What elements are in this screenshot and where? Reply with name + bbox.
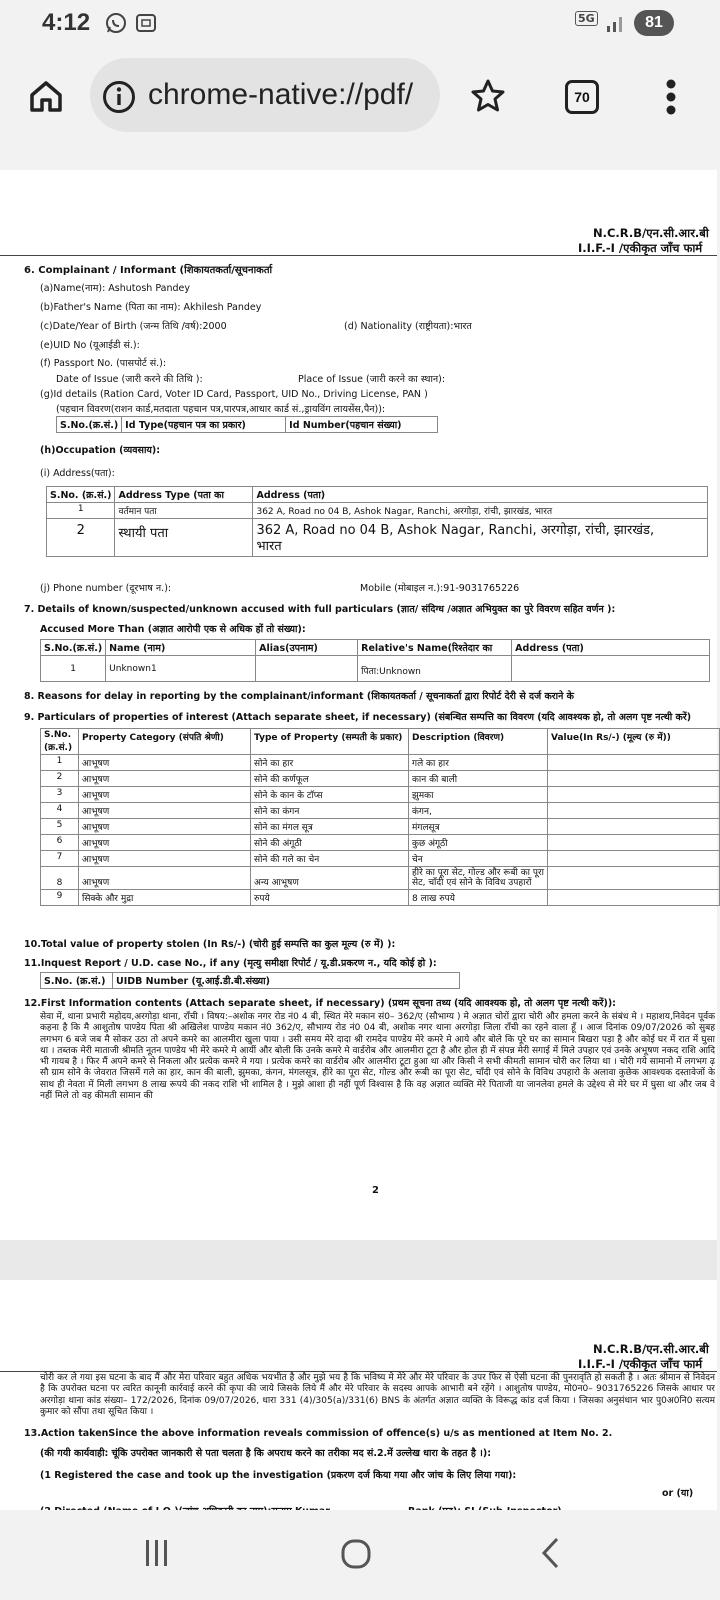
table-header-cell: Value(In Rs/-) (मूल्य (रु में)) [548,729,720,755]
table-row [41,851,720,867]
table-cell: सोने की अंगूठी [251,835,409,851]
table-cell: आभूषण [79,851,251,867]
table-cell: आभूषण [79,771,251,787]
more-vert-icon[interactable] [665,78,677,120]
header-rule [0,255,717,256]
section-13-title: 13.Action takenSince the above information reveals commission of offence(s) u/s as mentioned at Item No. 2. [24,1428,613,1439]
table-cell: 3 [41,787,79,803]
table-header-cell: S.No.(क्र.सं.) [41,640,106,656]
table-row [47,519,708,557]
table-header-cell: Address (पता) [512,640,710,656]
section-10-title: 10.Total value of property stolen (In Rs/-) (चोरी हुई सम्पत्ति का कुल मूल्य (रु में) ): [24,939,396,950]
registered-case: (1 Registered the case and took up the investigation (प्रकरण दर्ज किया गया और जांच के लिए लिया गया): [40,1470,517,1481]
address-line-2: भारत [256,539,282,554]
table-cell: हीरे का पूरा सेट, गोल्ड और रूबी का पूरा सेट, चाँदी एवं सोने के विविध उपहारों [409,867,548,890]
status-bar [0,0,717,50]
table-cell [548,835,720,851]
id-details-hindi: (पहचान विवरण(राशन कार्ड,मतदाता पहचान पत्र,पारपत्र,आधार कार्ड सं.,ड्रायविंग लायसेंस,पैन)): [56,404,386,415]
table-header-cell: UIDB Number (यू.आई.डी.बी.संख्या) [113,973,460,989]
table-cell [253,519,708,557]
table-cell [548,867,720,890]
table-cell: सोने का हार [251,755,409,771]
uidb-table [40,972,460,989]
home-icon[interactable] [28,78,64,118]
table-header-cell: Description (विवरण) [409,729,548,755]
table-cell: 7 [41,851,79,867]
form-header-ncrb: N.C.R.B/एन.सी.आर.बी [593,1342,709,1356]
nav-home-icon[interactable] [340,1538,372,1574]
address-table [46,486,708,557]
table-cell: 4 [41,803,79,819]
url-text[interactable]: chrome-native://pdf/ [148,78,414,111]
table-cell: 5 [41,819,79,835]
table-cell: झुमका [409,787,548,803]
page-number: 2 [372,1185,379,1196]
id-details-label: (g)Id details (Ration Card, Voter ID Card, Passport, UID No., Driving License, PAN ) [40,389,428,400]
table-cell [548,771,720,787]
tab-switcher-button[interactable]: 70 [565,80,599,114]
table-cell: 1 [47,503,115,519]
table-row [41,819,720,835]
back-icon[interactable] [540,1536,560,1574]
table-header-cell: Type of Property (सम्पती के प्रकार) [251,729,409,755]
fir-contents: सेवा में, थाना प्रभारी महोदय,अरगोड़ा थाना, राँची । विषय:–अशोक नगर रोड नं0 4 बी, स्थित मेरे मकान सं0– 362/ए (सौभाग्य ) मे अज्ञात चोरों द्वारा चोरी और हमला करने के संबंध मे । महाशय,निवेदन पूर्वक कहना है कि मै आशुतोष पाण्डेय पिता श्री अखिलेश पाण्डेय मकान नं0 362/ए, सौभाग्य रोड नं0 04 बी, अशोक नगर थाना अरगोड़ा जिला राँची का रहने वाला हूँ । आज दिनांक 09/07/2026 को सुबह लगभग 6 बजे जब मै सोकर उठा तो अपने कमरे का आलमीरा खुला पाया । उसी समय मेरे दादा श्री रामदेव पाण्डेय मेरे कमरे मे आये और बोले कि पूरे घर का सामान बिखरा पड़ा है और कोई घर में रात में घुसा था । तब्तक मेरी माताजी श्रीमति नूतन पाण्डेय भी मेरे कमरे मे आयीं और बोली कि उनके कमरे मे वार्डरोब और आलमीरा टूटा है और होल ही में संपन्न मेरी सगाई में मिले उपहार एवं उनके अभूषण नकद राशि आदि भी गायब है । फिर मैं अपने कमरे से निकला और प्रत्येक कमरे मे गया । प्रत्येक कमरे का वार्डरोब और आलमीरा टूटा हुआ था और किसी ने सभी कीमती सामान चोरी कर लिया था । चोरी गये सामानो में लगभग ढ़ सौ ग्राम सोने के जेवरात जिसमें गले का हार, कान की बाली, झुमका, कंगन, मंगलसूत्र, हीरे का पूरा सेट, गोल्ड और रूबी का पूरा सेट, चाँदी एवं सोने के विविध उपहारो के अलावा कुछेक आवश्यक दस्तावेजों के साथ ही नेवता में मिली लगभग 8 लाख रूपये की नकद राशि भी शामिल है । मुझे आशा ही नहीं पूर्ण विश्वास है कि वह अज्ञात व्यक्ति मेरे पिताजी या जानलेवा हमले के उद्देश्य से मेरे घर में घुसा था और जब वे नहीं मिले तो वह कीमती सामान की [40,1012,715,1102]
table-cell: सोने के कान के टॉप्स [251,787,409,803]
table-row [41,835,720,851]
pdf-page-2[interactable] [0,1280,717,1510]
table-cell: मंगलसूत्र [409,819,548,835]
section-7-title: 7. Details of known/suspected/unknown accused with full particulars (ज्ञात/ संदिग्ध /अज्ञात अभियुक्त का पुरे विवरण सहित वर्णन ): [24,604,616,615]
clock: 4:12 [42,9,91,36]
pdf-page-1[interactable] [0,170,717,1240]
table-cell: सोने की गले का चेन [251,851,409,867]
table-cell: 1 [41,755,79,771]
form-header-iif: I.I.F.-I /एकीकृत जाँच फार्म [578,1357,703,1371]
table-header-cell: S.No. (क्र.सं.) [41,973,113,989]
table-cell: वर्तमान पता [115,503,253,519]
table-cell [548,890,720,906]
table-cell: आभूषण [79,803,251,819]
table-cell: स्थायी पता [115,519,253,557]
address-bar[interactable] [90,58,440,132]
signal-icon [605,12,627,38]
table-cell: पिता:Unknown [358,656,512,682]
table-cell: सोने का मंगल सूत्र [251,819,409,835]
table-cell: अन्य आभूषण [251,867,409,890]
table-header-cell: Property Category (संपति श्रेणी) [79,729,251,755]
table-cell: कान की बाली [409,771,548,787]
battery-indicator: 81 [634,10,674,36]
table-header-cell: S.No. (क्र.सं.) [47,487,115,503]
or-text: or (या) [662,1488,694,1499]
table-cell: आभूषण [79,867,251,890]
table-row [41,803,720,819]
form-header-iif: I.I.F.-I /एकीकृत जाँच फार्म [578,241,703,255]
section-6-title: 6. Complainant / Informant (शिकायतकर्ता/सूचनाकर्ता [24,265,273,276]
table-cell [256,656,358,682]
table-cell: कंगन, [409,803,548,819]
father-name: (b)Father's Name (पिता का नाम): Akhilesh Pandey [40,302,262,313]
complainant-name: (a)Name(नाम): Ashutosh Pandey [40,283,190,294]
whatsapp-icon [104,11,128,35]
mobile-number: Mobile (मोबाइल न.):91-9031765226 [360,583,520,594]
section-12-title: 12.First Information contents (Attach separate sheet, if necessary) (प्रथम सूचना तथ्य (यदि आवश्यक हो, तो अलग पृष्ट नत्थी करें)): [24,998,616,1009]
phone-number: (j) Phone number (दूरभाष न.): [40,583,172,594]
table-cell: 362 A, Road no 04 B, Ashok Nagar, Ranchi, अरगोड़ा, रांची, झारखंड, भारत [253,503,708,519]
table-header-row [47,487,708,503]
form-header-ncrb: N.C.R.B/एन.सी.आर.बी [593,226,709,240]
passport-issue-place: Place of Issue (जारी करने का स्थान): [298,374,446,385]
accused-count: Accused More Than (अज्ञात आरोपी एक से अधिक हों तो संख्या): [40,624,306,635]
table-cell [548,787,720,803]
property-table [40,728,720,906]
table-cell: आभूषण [79,819,251,835]
id-table [56,416,438,433]
occupation: (h)Occupation (व्यवसाय): [40,445,161,456]
table-cell: चेन [409,851,548,867]
table-header-row [41,973,460,989]
section-11-title: 11.Inquest Report / U.D. case No., if any (मृत्यु समीक्षा रिपोर्ट / यू.डी.प्रकरण न., यदि कोई हो ): [24,958,437,969]
address-line-1: 362 A, Road no 04 B, Ashok Nagar, Ranchi, अरगोड़ा, रांची, झारखंड, [256,523,655,538]
table-row [41,771,720,787]
screenshot-icon [134,11,158,35]
table-header-cell: Alias(उपनाम) [256,640,358,656]
table-cell: आभूषण [79,835,251,851]
table-header-cell: Id Number(पहचान संख्या) [286,417,438,433]
network-badge: 5G [575,11,598,26]
table-header-row [41,729,720,755]
table-row [47,503,708,519]
page-separator [0,1240,717,1280]
nationality: (d) Nationality (राष्ट्रीयता):भारत [344,321,472,332]
table-cell: कुछ अंगूठी [409,835,548,851]
table-row [41,656,710,682]
table-header-cell: Address Type (पता का [115,487,253,503]
table-row [41,787,720,803]
system-nav-bar [0,1510,717,1600]
table-cell: 9 [41,890,79,906]
table-cell: 1 [41,656,106,682]
table-cell: रुपये [251,890,409,906]
table-cell: 6 [41,835,79,851]
table-cell: आभूषण [79,755,251,771]
table-cell: 2 [47,519,115,557]
info-icon[interactable] [102,80,136,118]
date-of-birth: (c)Date/Year of Birth (जन्म तिथि /वर्ष):2000 [40,321,227,332]
table-cell: 8 [41,867,79,890]
table-cell [548,851,720,867]
table-header-cell: Relative's Name(रिश्तेदार का [358,640,512,656]
table-cell: Unknown1 [106,656,256,682]
table-header-cell: Address (पता) [253,487,708,503]
fir-continuation: चोरी कर ले गया इस घटना के बाद मैं और मेरा परिवार बहुत अधिक भयभीत है और मुझे भय है कि भविष्य मे मेरे और मेरे परिवार के उपर फिर से ऐसी घटना की पुनरावृति हो सकती है । अतः श्रीमान से निवेदन है कि उपरोक्त घटना पर त्वरित कानूनी कार्रवाई करने की कृपा की जाये जिसके लिये मैं और मेरे परिवार के सदस्य आपके आभारी बने रहेंगे । आशुतोष पाण्डेय, मो0न0– 9031765226 जिसके आधार पर अरगोड़ा थाना कांड संख्या– 172/2026, दिनांक 09/07/2026, धारा 331 (4)/305(a)/331(6) BNS के अंतर्गत अज्ञात व्यक्ति के विरूद्ध कांड दर्ज किया । जिसका अनुसंधान भार पु0अ0नि0 सत्यम कुमार को सौंपा तथा सूचित किया । [40,1373,715,1417]
table-header-cell: Id Type(पहचान पत्र का प्रकार) [122,417,286,433]
table-cell: गले का हार [409,755,548,771]
browser-toolbar [0,50,717,155]
uid-number: (e)UID No (यूआईडी सं.): [40,340,140,351]
table-header-cell: S.No. (क्र.सं.) [41,729,79,755]
table-header-cell: S.No.(क्र.सं.) [57,417,122,433]
table-row [41,890,720,906]
section-13-hindi: (की गयी कार्यवाही: चूंकि उपरोक्त जानकारी से पता चलता है कि अपराध करने का तरीका मद सं.2.में उल्लेख धारा के तहत है ।): [40,1448,492,1459]
passport-issue-date: Date of Issue (जारी करने की तिथि ): [56,374,203,385]
table-cell: 8 लाख रुपये [409,890,548,906]
table-header-row [57,417,438,433]
table-cell [548,819,720,835]
table-cell [548,803,720,819]
accused-table [40,639,710,682]
table-cell: 2 [41,771,79,787]
table-cell: सोने का कंगन [251,803,409,819]
star-icon[interactable] [470,78,506,118]
table-row [41,755,720,771]
passport-number: (f) Passport No. (पासपोर्ट सं.): [40,358,167,369]
table-cell [548,755,720,771]
section-8-title: 8. Reasons for delay in reporting by the complainant/informant (शिकायतकर्ता / सूचनाकर्ता द्वारा रिपोर्ट देरी से दर्ज कराने के [24,691,574,702]
table-row [41,867,720,890]
table-cell [512,656,710,682]
address-label: (i) Address(पता): [40,468,115,479]
table-cell: सोने की कर्णफूल [251,771,409,787]
recents-icon[interactable] [142,1538,172,1572]
header-rule [0,1371,717,1372]
section-9-title: 9. Particulars of properties of interest (Attach separate sheet, if necessary) (संबन्धित सम्पत्ति का विवरण (यदि आवश्यक हो, तो अलग पृष्ट नत्थी करें) [24,712,692,723]
table-cell: आभूषण [79,787,251,803]
table-cell: सिक्के और मुद्रा [79,890,251,906]
table-header-cell: Name (नाम) [106,640,256,656]
table-header-row [41,640,710,656]
